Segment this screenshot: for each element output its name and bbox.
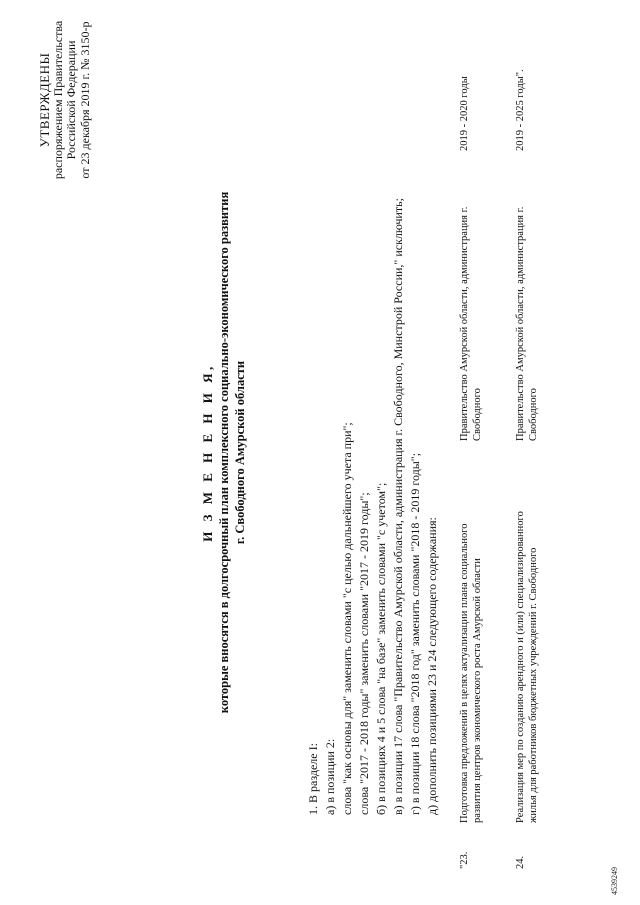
row-number: "23. (459, 851, 470, 869)
row-measure: Реализация мер по созданию арендного и (или) специализированного жилья для работников бюджетных учреждений г. Свободного (515, 511, 539, 823)
approval-line: распоряжением Правительства (50, 20, 65, 180)
document-heading (200, 0, 248, 905)
amendments-section (305, 35, 441, 815)
row-measure: Подготовка предложений в целях актуализации плана социального развития центров экономического роста Амурской области (459, 523, 483, 823)
body-line: слова "2017 - 2018 годы" заменить словами "2017 - 2019 годы"; (357, 492, 371, 815)
row-responsible: Правительство Амурской области, администрация г. Свободного (515, 206, 539, 441)
heading-line: г. Свободного Амурской области (233, 360, 247, 545)
heading-title: И З М Е Н Е Н И Я, (200, 363, 215, 542)
approval-title: УТВЕРЖДЕНЫ (37, 52, 52, 148)
positions-table (458, 29, 570, 869)
body-line: б) в позициях 4 и 5 слова "на базе" заменить словами "с учетом"; (374, 482, 388, 815)
body-line: а) в позиции 2: (323, 738, 337, 815)
body-line: г) в позиции 18 слова "2018 год" заменить словами "2018 - 2019 годы"; (408, 452, 422, 815)
body-line: в) в позиции 17 слова "Правительство Амурской области, администрация г. Свободного, Минстрой России," исключить; (391, 198, 405, 815)
body-line: 1. В разделе I: (306, 743, 320, 815)
body-line: слова "как основы для" заменить словами "с целью дальнейшего учета при"; (340, 422, 354, 815)
row-period: 2019 - 2020 годы (459, 76, 470, 151)
table-row (458, 29, 514, 869)
body-line: д) дополнить позициями 23 и 24 следующего содержания: (425, 517, 439, 815)
approval-line: от 23 декабря 2019 г. № 3150-р (77, 21, 92, 179)
document-code: 4539249 (610, 867, 619, 895)
row-period: 2019 - 2025 годы". (515, 69, 526, 151)
row-number: 24. (515, 855, 526, 869)
approval-block (38, 0, 92, 200)
approval-line: Российской Федерации (64, 40, 78, 160)
heading-line: которые вносятся в долгосрочный план комплексного социально-экономического развития (217, 191, 231, 714)
table-row (514, 29, 570, 869)
row-responsible: Правительство Амурской области, администрация г. Свободного (459, 206, 483, 441)
